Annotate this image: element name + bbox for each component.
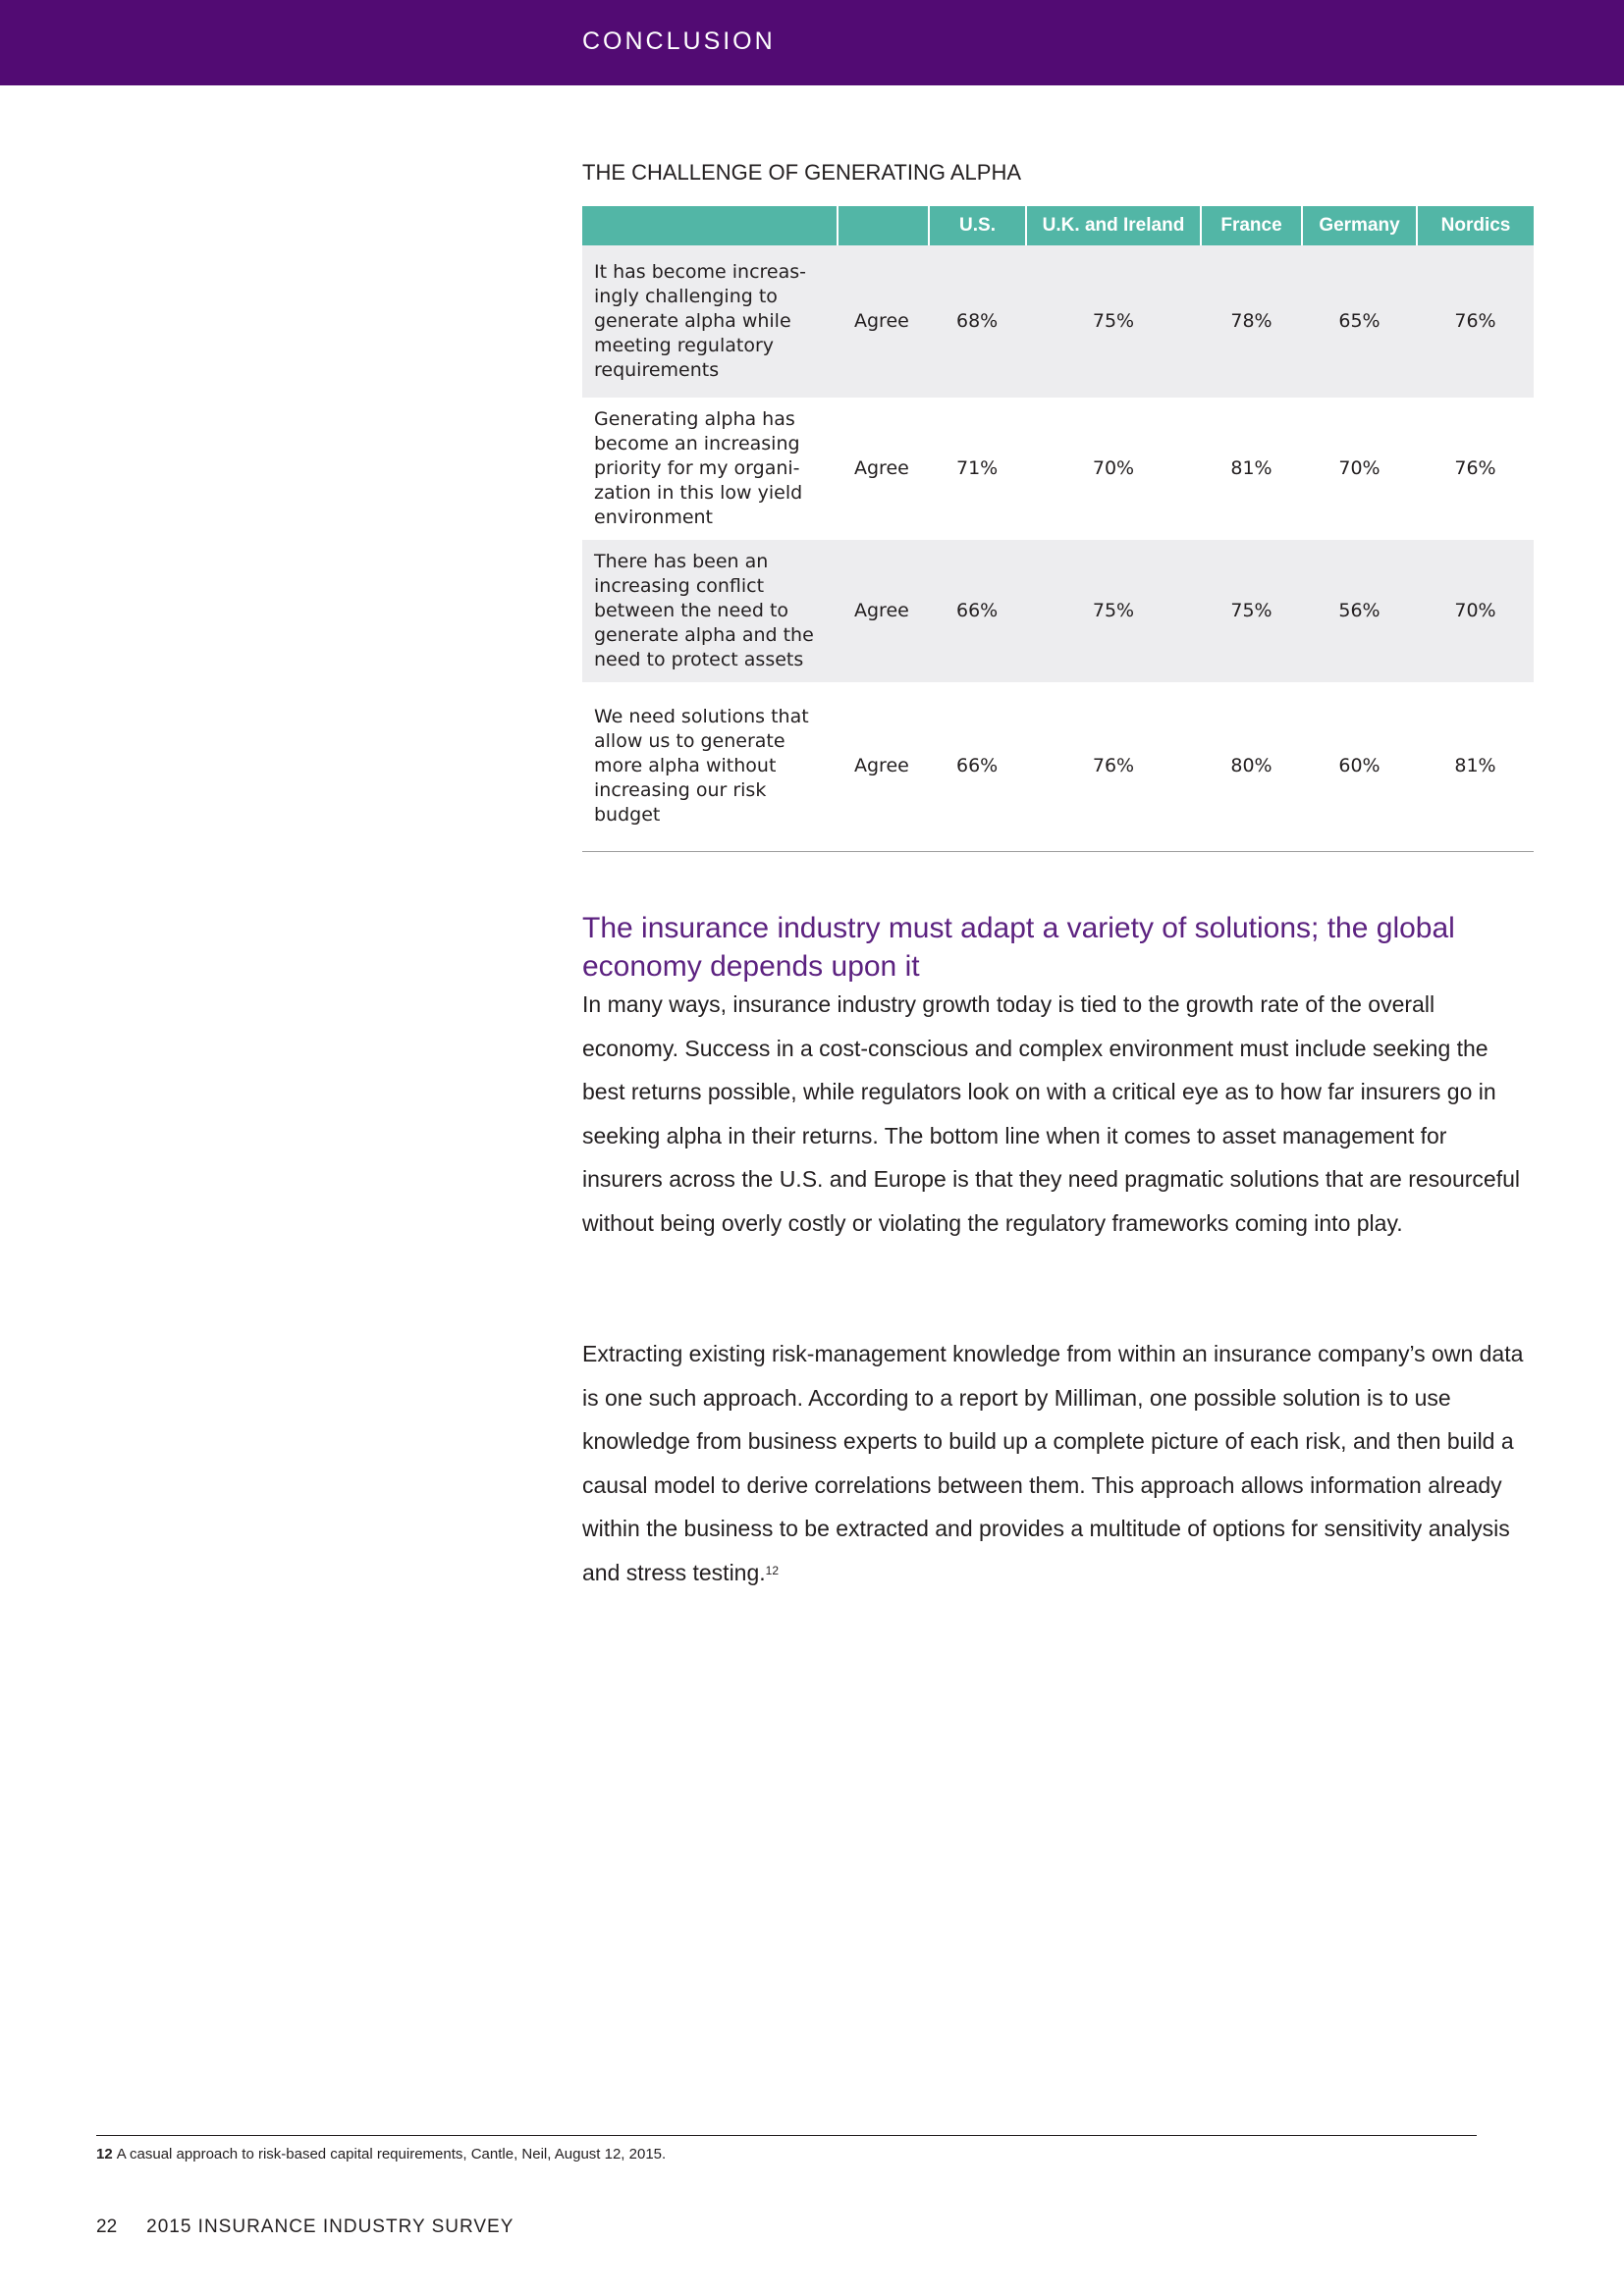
footnote-divider (96, 2135, 1477, 2136)
column-header-germany: Germany (1302, 206, 1417, 245)
column-header-uk-ireland: U.K. and Ireland (1026, 206, 1201, 245)
value-france: 81% (1230, 457, 1272, 479)
table-row (582, 245, 1534, 398)
body-paragraph: In many ways, insurance industry growth today is tied to the growth rate of the overall economy. Success in a cost-conscious and complex environment must include seeking the best returns possible, while regulators look on with a critical eye as to how far insurers go in seeking alpha in their returns. The bottom line when it comes to asset management for insurers across the U.S. and Europe is that they need pragmatic solutions that are resourceful without being overly costly or violating the regulatory frameworks coming into play. (582, 991, 1521, 1236)
value-us: 66% (929, 682, 1026, 851)
value-germany: 56% (1302, 540, 1417, 682)
value-nordics: 76% (1417, 245, 1534, 398)
row-statement: We need solutions that allow us to generate more alpha without increasing our risk budget (582, 682, 838, 851)
body-paragraph (582, 1332, 1533, 1594)
value-france: 75% (1201, 540, 1302, 682)
header-bar (0, 0, 1624, 85)
section-heading: The insurance industry must adapt a variety of solutions; the global economy depends upon it (582, 912, 1455, 983)
table-header-row (582, 206, 1534, 245)
footnote-text: A casual approach to risk-based capital requirements, Cantle, Neil, August 12, 2015. (116, 2146, 667, 2163)
page-footer (96, 2216, 514, 2238)
page-number: 22 (96, 2216, 118, 2237)
table-row (582, 398, 1534, 540)
publication-title: 2015 INSURANCE INDUSTRY SURVEY (146, 2216, 514, 2237)
survey-table (582, 206, 1534, 852)
column-header-nordics: Nordics (1417, 206, 1534, 245)
section-title: CONCLUSION (582, 27, 776, 55)
table-title: THE CHALLENGE OF GENERATING ALPHA (582, 160, 1022, 185)
row-response: Agree (854, 457, 909, 479)
value-uk-ireland: 75% (1026, 540, 1201, 682)
column-header-statement (582, 206, 838, 245)
value-germany: 60% (1302, 682, 1417, 851)
row-statement: There has been an increasing conflict between the need to generate alpha and the need to protect assets (582, 540, 838, 682)
column-header-us: U.S. (929, 206, 1026, 245)
value-us: 68% (929, 245, 1026, 398)
row-response: Agree (838, 245, 929, 398)
row-response: Agree (838, 682, 929, 851)
body-paragraph-text: Extracting existing risk-management knowledge from within an insurance company’s own data is one such approach. According to a report by Milliman, one possible solution is to use knowledge from business experts to build up a complete picture of each risk, and then build a causal model to derive correlations between them. This approach allows information already within the business to be extracted and provides a multitude of options for sensitivity analysis and stress testing. (582, 1341, 1524, 1585)
value-uk-ireland: 70% (1092, 457, 1135, 479)
value-germany: 70% (1338, 457, 1380, 479)
column-header-response (838, 206, 929, 245)
column-header-france: France (1201, 206, 1302, 245)
footnote-number: 12 (96, 2146, 113, 2163)
row-statement: It has become increas- ingly challenging to generate alpha while meeting regulatory requirements (582, 245, 838, 398)
value-nordics: 81% (1417, 682, 1534, 851)
table-row (582, 682, 1534, 851)
value-france: 80% (1201, 682, 1302, 851)
value-nordics: 70% (1417, 540, 1534, 682)
table-row (582, 540, 1534, 682)
value-nordics: 76% (1454, 457, 1496, 479)
value-us: 71% (956, 457, 999, 479)
value-us: 66% (929, 540, 1026, 682)
row-statement: Generating alpha has become an increasing priority for my organi- zation in this low yield environment (594, 408, 803, 528)
value-uk-ireland: 76% (1026, 682, 1201, 851)
value-germany: 65% (1302, 245, 1417, 398)
footnote (96, 2146, 666, 2163)
footnote-reference: 12 (765, 1563, 780, 1577)
value-france: 78% (1201, 245, 1302, 398)
value-uk-ireland: 75% (1026, 245, 1201, 398)
row-response: Agree (838, 540, 929, 682)
